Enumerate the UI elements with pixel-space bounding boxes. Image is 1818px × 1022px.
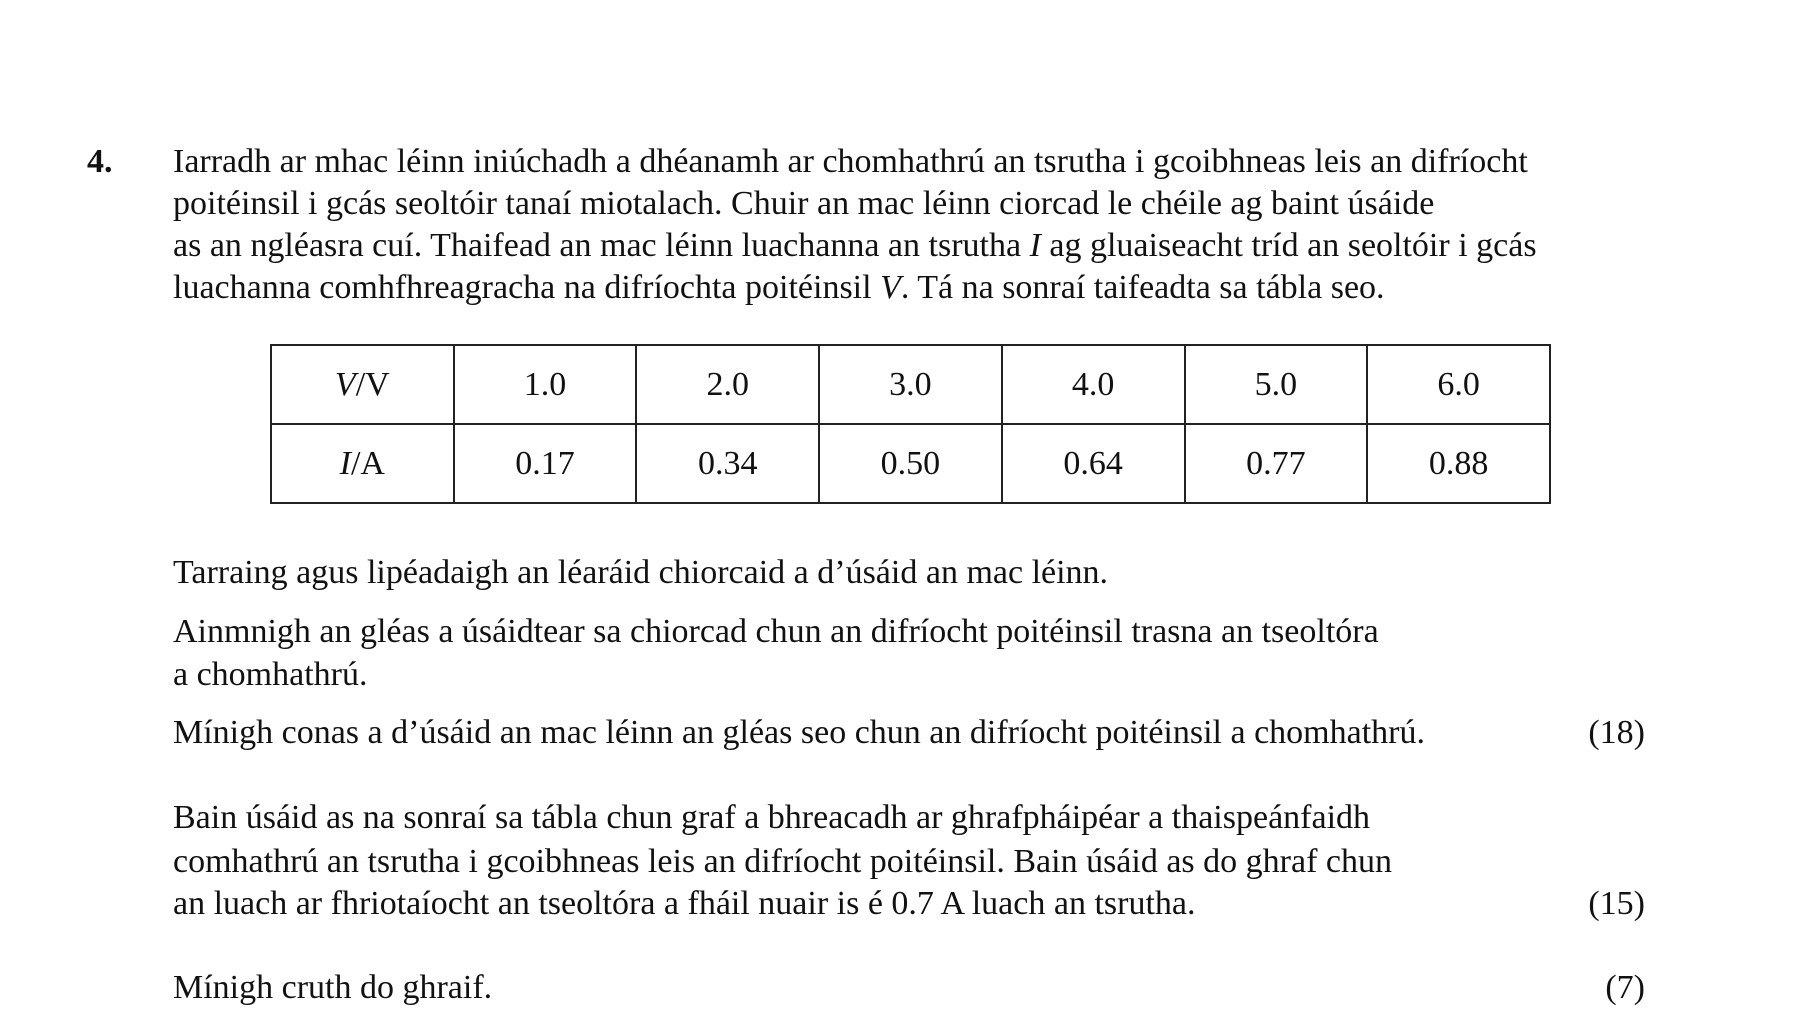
intro-text: . Tá na sonraí taifeadta sa tábla seo. — [900, 269, 1385, 306]
table-cell: 4.0 — [1002, 345, 1185, 424]
table-cell: 0.34 — [636, 424, 819, 503]
intro-text: as an ngléasra cuí. Thaifead an mac léinn luachanna an tsrutha — [173, 227, 1030, 264]
intro-text: ag gluaiseacht tríd an seoltóir i gcás — [1040, 227, 1537, 264]
question-number: 4. — [87, 143, 113, 180]
table-row-voltage — [271, 345, 1550, 424]
voltage-symbol: V — [880, 269, 901, 306]
table-cell: 2.0 — [636, 345, 819, 424]
intro-line-1 — [173, 145, 1528, 179]
part-graph-line-3: an luach ar fhriotaíocht an tseoltóra a fháil nuair is é 0.7 A luach an tsrutha. — [173, 885, 1196, 922]
intro-text: luachanna comhfhreagracha na difríochta poitéinsil — [173, 269, 881, 306]
table-cell: 0.50 — [819, 424, 1002, 503]
table-cell: 0.77 — [1185, 424, 1368, 503]
current-symbol: I — [1029, 227, 1041, 264]
part-name-device-line-2: a chomhathrú. — [173, 656, 368, 693]
table-cell: 3.0 — [819, 345, 1002, 424]
intro-line-3 — [173, 229, 1537, 263]
intro-line-4 — [173, 271, 1385, 305]
part-explain-device: Mínigh conas a d’úsáid an mac léinn an gléas seo chun an difríocht poitéinsil a chomhathrú. — [173, 714, 1425, 751]
table-cell: 0.88 — [1367, 424, 1550, 503]
table-cell: 6.0 — [1367, 345, 1550, 424]
table-cell: 0.64 — [1002, 424, 1185, 503]
part-circuit-diagram: Tarraing agus lipéadaigh an léaráid chiorcaid a d’úsáid an mac léinn. — [173, 554, 1109, 591]
part-name-device-line-1: Ainmnigh an gléas a úsáidtear sa chiorcad chun an difríocht poitéinsil trasna an tseoltóra — [173, 613, 1379, 650]
intro-text: poitéinsil i gcás seoltóir tanaí miotalach. Chuir an mac léinn ciorcad le chéile ag baint úsáide — [173, 185, 1435, 222]
table-cell: 0.17 — [454, 424, 637, 503]
intro-text: Iarradh ar mhac léinn iniúchadh a dhéanamh ar chomhathrú an tsrutha i gcoibhneas leis an difríocht — [173, 143, 1528, 180]
part-graph-line-2: comhathrú an tsrutha i gcoibhneas leis an difríocht poitéinsil. Bain úsáid as do ghraf chun — [173, 843, 1392, 880]
marks-15: (15) — [1588, 885, 1645, 922]
part-explain-shape: Mínigh cruth do ghraif. — [173, 969, 493, 1006]
marks-18: (18) — [1588, 714, 1645, 751]
table-cell: 1.0 — [454, 345, 637, 424]
row-header: V/V — [271, 345, 454, 424]
intro-line-2 — [173, 187, 1434, 221]
table-row-current — [271, 424, 1550, 503]
marks-7: (7) — [1605, 969, 1645, 1006]
data-table — [270, 344, 1551, 504]
part-graph-line-1: Bain úsáid as na sonraí sa tábla chun graf a bhreacadh ar ghrafpháipéar a thaispeánfaidh — [173, 799, 1371, 836]
row-header: I/A — [271, 424, 454, 503]
table-cell: 5.0 — [1185, 345, 1368, 424]
